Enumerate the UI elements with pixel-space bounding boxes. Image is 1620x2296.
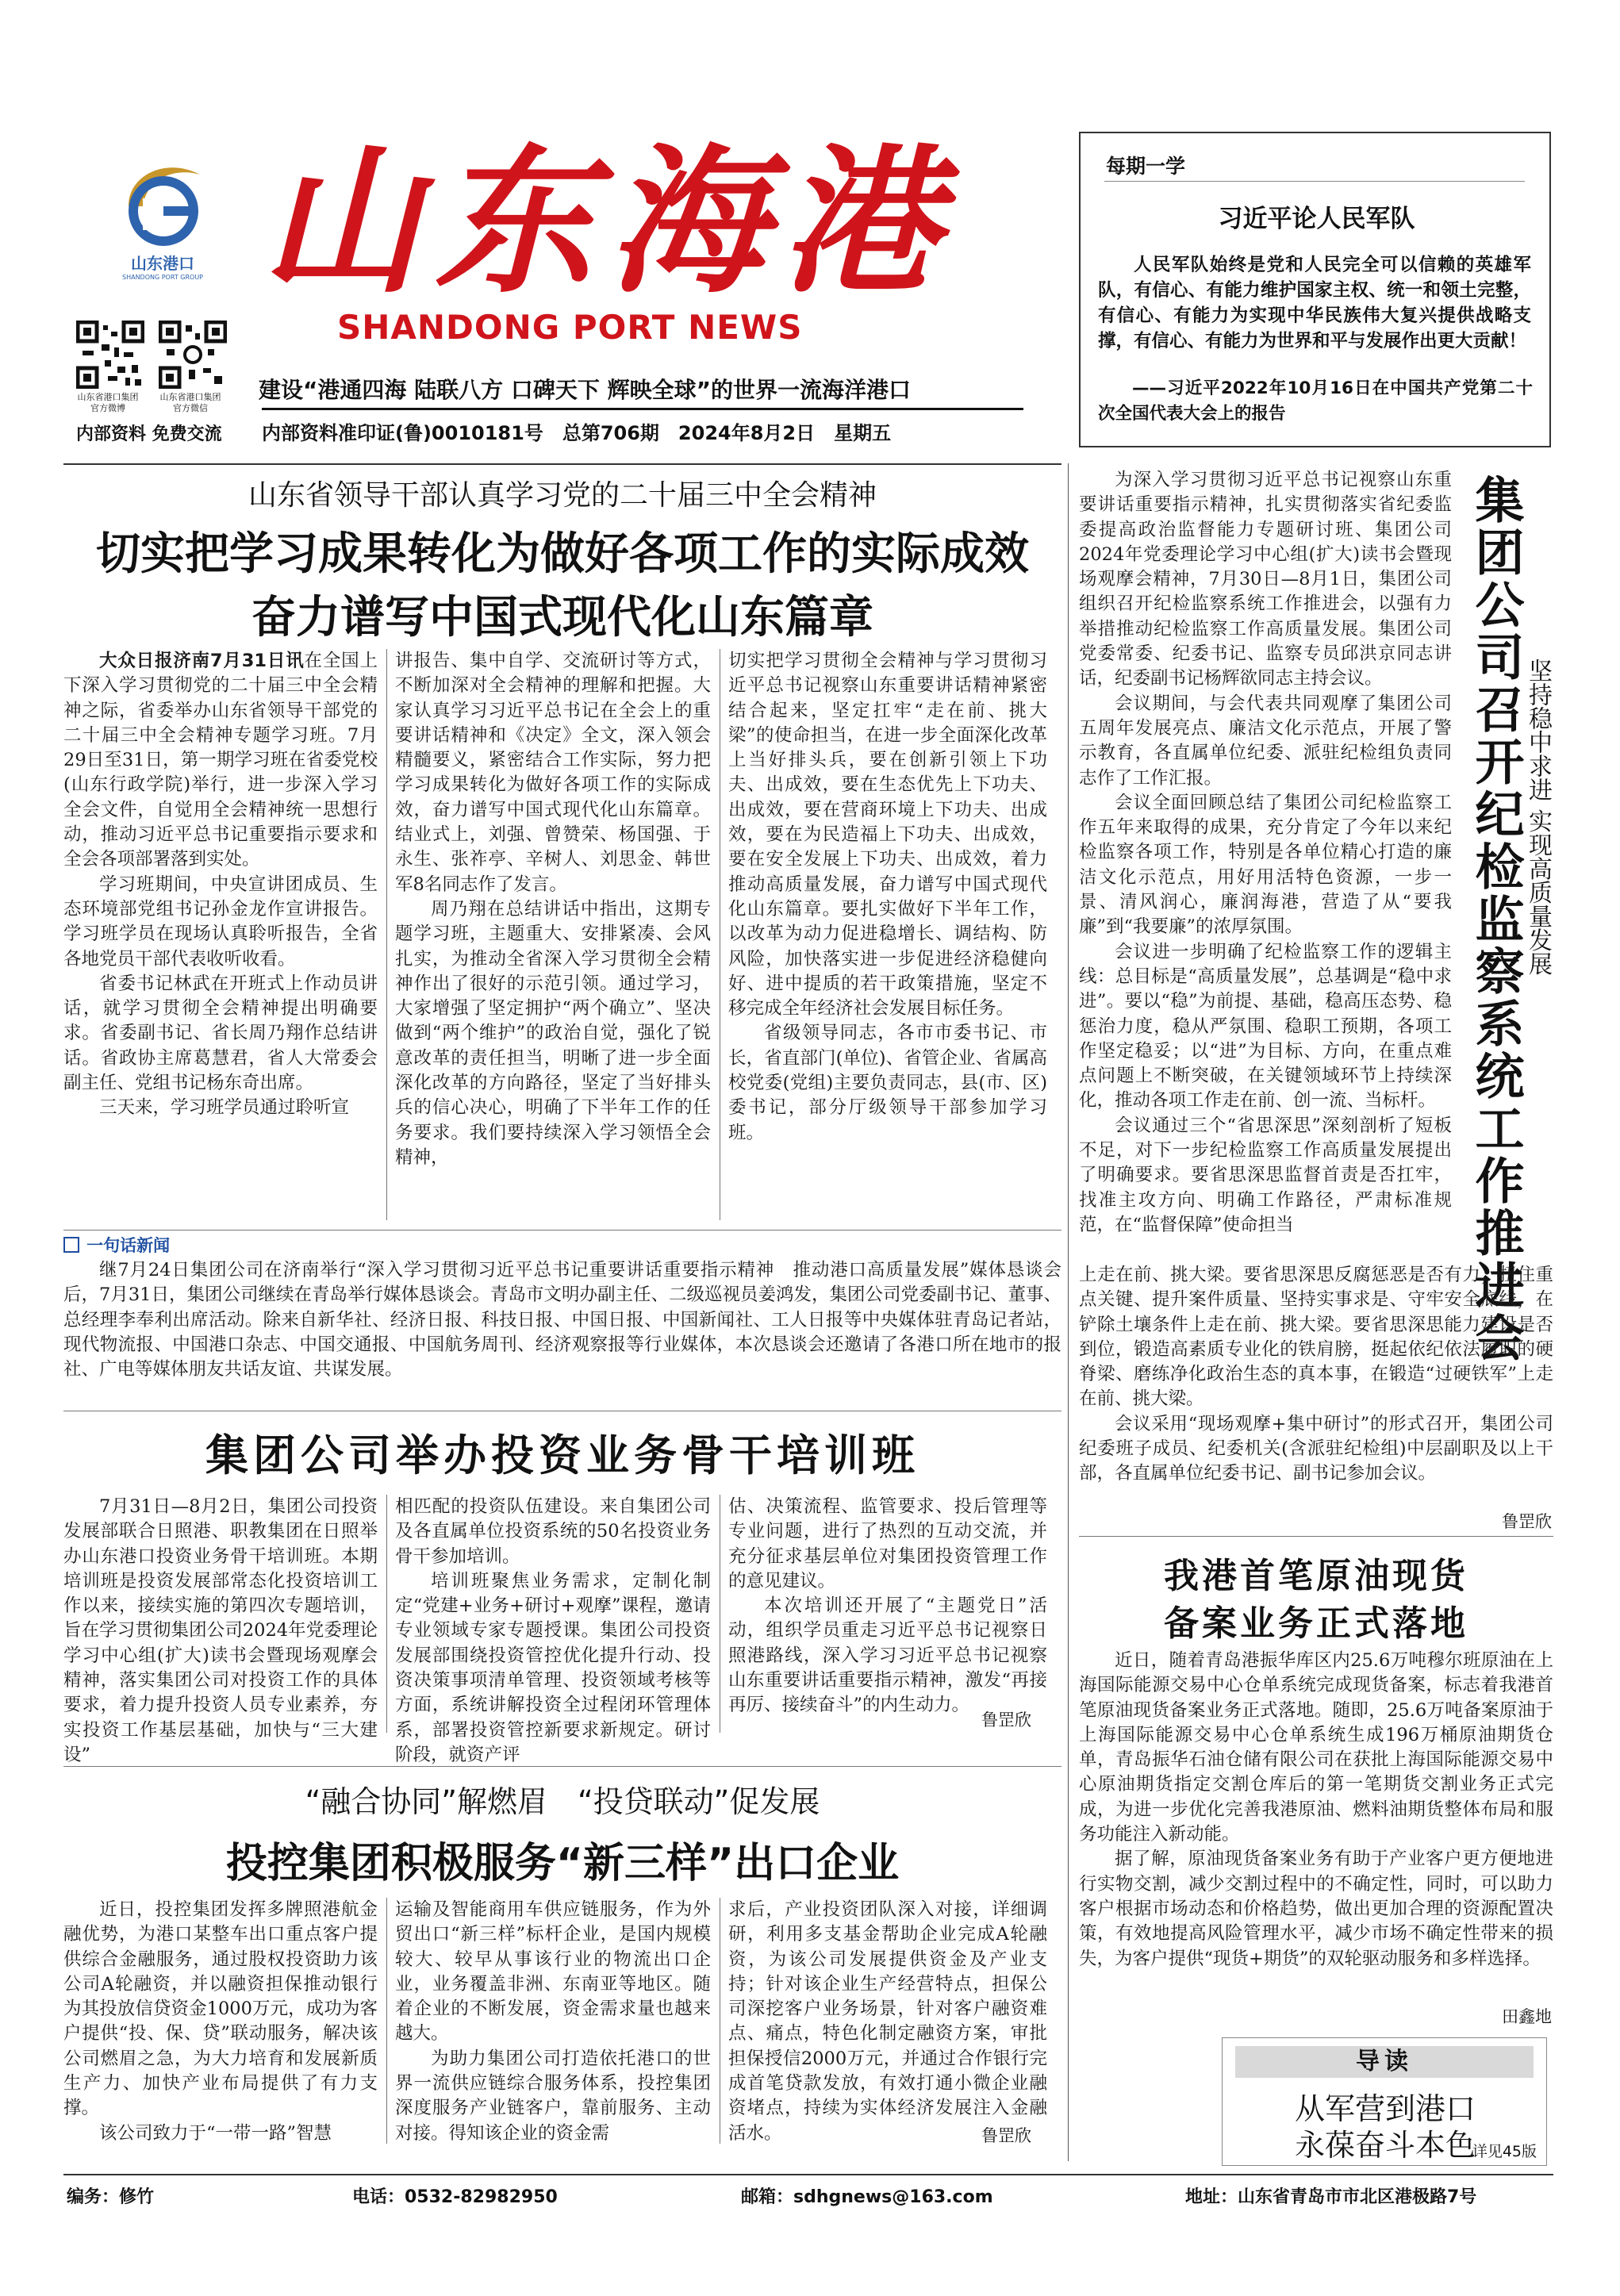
weekly-study-source: ——习近平2022年10月16日在中国共产党第二十次全国代表大会上的报告 <box>1098 378 1533 424</box>
footer-editor: 编务：修竹 <box>67 2187 155 2207</box>
port-logo-icon <box>111 151 214 246</box>
discipline-vertical-subtitle: 坚持稳中求进 实现高质量发展 <box>1524 658 1552 976</box>
guide-label: 导读 <box>1235 2046 1534 2078</box>
weekly-study-label: 每期一学 <box>1106 155 1186 178</box>
crude-headline-1: 我港首笔原油现货 <box>1164 1556 1468 1596</box>
weekly-study-divider <box>1104 181 1525 182</box>
masthead <box>0 0 1055 476</box>
qr-right-label: 山东省港口集团官方微信 <box>159 392 221 413</box>
investment-top-rule <box>63 1766 1061 1767</box>
investment-col-3: 求后，产业投资团队深入对接，详细调研，利用多支基金帮助企业完成A轮融资，为该公司发展提供资金及产业支持；针对该企业生产经营特点，担保公司深挖客户业务场景，针对客户融资难点、痛点，特色化制定融资方案，审批担保授信2000万元，并通过合作银行完成首笔贷款发放，有效打通小微企业融资堵点，持续为实体经济发展注入金融活水。 <box>728 1899 1047 2144</box>
lead-col-1: 大众日报济南7月31日讯在全国上下深入学习贯彻党的二十届三中全会精神之际，省委举办山东省领导干部党的二十届三中全会精神专题学习班。7月29日至31日，第一期学习班在省委党校(山东行政学院)举行，进一步深入学习全会文件，自觉用全会精神统一思想行动，推动习近平总书记重要指示要求和全会各项部署落到实处。 学习班期间，中央宣讲团成员、生态环境部党组书记孙金龙作宣讲报告。学习班学员在现场认真聆听报告，全省各地党员干部代表收听收看。 省委书记林武在开班式上作动员讲话，就学习贯彻全会精神提出明确要求。省委副书记、省长周乃翔作总结讲话。省政协主席葛慧君，省人大常委会副主任、党组书记杨东奇出席。 三天来，学习班学员通过聆听宣 <box>63 651 378 1119</box>
logo-subtext: SHANDONG PORT GROUP <box>122 274 203 281</box>
qr-right <box>159 321 232 414</box>
qr-code-icon <box>159 321 227 389</box>
lead-dateline: 大众日报济南7月31日讯 <box>99 651 305 671</box>
weekly-study-box <box>1079 132 1551 447</box>
col-divider <box>386 1495 387 1733</box>
training-col-2: 相匹配的投资队伍建设。来自集团公司及各直属单位投资系统的50名投资业务骨干参加培训。 培训班聚焦业务需求，定制化制定“党建+业务+研讨+观摩”课程，邀请专业领域专家专题授课。集团公司投资发展部围绕投资管控优化提升行动、投资决策事项清单管理、投资领域考核等方面，系统讲解投资全过程闭环管理体系，部署投资管控新要求新规定。研讨阶段，就资产评 <box>395 1496 711 1765</box>
col-divider <box>386 649 387 1220</box>
investment-col-2: 运输及智能商用车供应链服务，作为外贸出口“新三样”标杆企业，是国内规模较大、较早从事该行业的物流出口企业，业务覆盖非洲、东南亚等地区。随着企业的不断发展，资金需求量也越来越大。 为助力集团公司打造依托港口的世界一流供应链综合服务体系，投控集团深度服务产业链客户，靠前服务、主动对接。得知该企业的资金需 <box>395 1899 711 2144</box>
lead-headline-1: 切实把学习成果转化为做好各项工作的实际成效 <box>96 528 1029 580</box>
weekly-study-title: 习近平论人民军队 <box>1218 205 1415 233</box>
lead-col-3: 切实把学习贯彻全会精神与学习贯彻习近平总书记视察山东重要讲话精神紧密结合起来，坚定扛牢“走在前、挑大梁”的使命担当，在进一步全面深化改革上当好排头兵，要在创新引领上下功夫、出成效，要在生态优先上下功夫、出成效，要在营商环境上下功夫、出成效，要在为民造福上下功夫、出成效，要在安全发展上下功夫、出成效，着力推动高质量发展，奋力谱写中国式现代化山东篇章。要扎实做好下半年工作，以改革为动力促进稳增长、调结构、防风险，加快落实进一步促进经济稳健向好、进中提质的若干政策措施，坚定不移完成全年经济社会发展目标任务。 省级领导同志，各市市委书记、市长，省直部门(单位)、省管企业、省属高校党委(党组)主要负责同志，县(市、区)委书记，部分厅级领导干部参加学习班。 <box>728 651 1047 1143</box>
training-headline: 集团公司举办投资业务骨干培训班 <box>205 1430 919 1480</box>
discipline-byline: 鲁罡欣 <box>1502 1512 1552 1531</box>
col-divider <box>386 1898 387 2144</box>
qr-left <box>76 321 149 414</box>
crude-byline: 田鑫地 <box>1502 2007 1552 2026</box>
internal-note: 内部资料 免费交流 <box>76 424 222 444</box>
investment-kicker: “融合协同”解燃眉 “投贷联动”促发展 <box>305 1784 820 1819</box>
qr-left-label: 山东省港口集团官方微博 <box>77 392 139 413</box>
one-line-news-label-wrap <box>63 1233 170 1257</box>
one-line-news-label: 一句话新闻 <box>86 1236 171 1255</box>
lead-col-2: 讲报告、集中自学、交流研讨等方式，不断加深对全会精神的理解和把握。大家认真学习习近平总书记在全会上的重要讲话精神和《决定》全文，深入领会精髓要义，紧密结合工作实际，努力把学习成果转化为做好各项工作的实际成效，奋力谱写中国式现代化山东篇章。结业式上，刘强、曾赞荣、杨国强、于永生、张祚亭、辛树人、刘思金、韩世军8名同志作了发言。 周乃翔在总结讲话中指出，这期专题学习班，主题重大、安排紧凑、会风扎实，为推动全省深入学习贯彻全会精神作出了很好的示范引领。通过学习，大家增强了坚定拥护“两个确立”、坚决做到“两个维护”的政治自觉，强化了锐意改革的责任担当，明晰了进一步全面深化改革的方向路径，坚定了当好排头兵的信心决心，明确了下半年工作的任务要求。我们要持续深入学习领悟全会精神， <box>395 651 711 1168</box>
crude-top-rule <box>1079 1536 1553 1537</box>
weekly-study-body: 人民军队始终是党和人民完全可以信赖的英雄军队，有信心、有能力维护国家主权、统一和领土完整，有信心、有能力为实现中华民族伟大复兴提供战略支撑，有信心、有能力为世界和平与发展作出更大贡献！ <box>1098 255 1531 351</box>
one-line-rule <box>63 1230 1061 1231</box>
discipline-vertical-headline: 集团公司召开纪检监察系统工作推进会 <box>1467 474 1525 1365</box>
slogan: 建设“港通四海 陆联八方 口碑天下 辉映全球”的世界一流海洋港口 <box>259 377 912 403</box>
one-line-news-body: 继7月24日集团公司在济南举行“深入学习贯彻习近平总书记重要讲话重要指示精神 推动港口高质量发展”媒体恳谈会后，7月31日，集团公司继续在青岛举行媒体恳谈会。青岛市文明办副主任、二级巡视员姜鸿发，集团公司党委副书记、董事、总经理李奉利出席活动。除来自新华社、经济日报、科技日报、中国日报、中国新闻社、工人日报等中央媒体驻青岛记者站，现代物流报、中国港口杂志、中国交通报、中国航务周刊、经济观察报等行业媒体，本次恳谈会还邀请了各港口所在地市的报社、广电等媒体朋友共话友谊、共谋发展。 <box>63 1260 1062 1380</box>
investment-col-1: 近日，投控集团发挥多牌照港航金融优势，为港口某整车出口重点客户提供综合金融服务，通过股权投资助力该公司A轮融资，并以融资担保推动银行为其投放信贷资金1000万元，成功为客户提供“投、保、贷”联动服务，解决该公司燃眉之急，为大力培育和发展新质生产力、加快产业布局提供了有力支撑。 该公司致力于“一带一路”智慧 <box>63 1899 378 2144</box>
guide-line-1: 从军营到港口 <box>1294 2091 1476 2126</box>
training-byline: 鲁罡欣 <box>981 1710 1031 1730</box>
footer-email: 邮箱：sdhgnews@163.com <box>741 2187 993 2207</box>
calligraphy-title: 山东海港 <box>262 129 954 315</box>
training-col-3: 估、决策流程、监管要求、投后管理等专业问题，进行了热烈的互动交流，并充分征求基层单位对集团投资管理工作的意见建议。 本次培训还开展了“主题党日”活动，组织学员重走习近平总书记视察日照港路线，深入学习习近平总书记视察山东重要讲话重要指示精神，激发“再接再厉、接续奋斗”的内生动力。 <box>728 1496 1047 1716</box>
investment-byline: 鲁罡欣 <box>981 2126 1031 2145</box>
crude-body: 近日，随着青岛港振华库区内25.6万吨穆尔班原油在上海国际能源交易中心仓单系统完成现货备案，标志着我港首笔原油现货备案业务正式落地。随即，25.6万吨备案原油于上海国际能源交易中心仓单系统生成196万桶原油期货仓单，青岛振华石油仓储有限公司在获批上海国际能源交易中心原油期货指定交割仓库后的第一笔期货交割业务正式完成，为进一步优化完善我港原油、燃料油期货整体布局和服务功能注入新动能。 据了解，原油现货备案业务有助于产业客户更方便地进行实物交割，减少交割过程中的不确定性，同时，可以助力客户根据市场动态和价格趋势，做出更加合理的资源配置决策，有效地提高风险管理水平，减少市场不确定性带来的损失，为客户提供“现货+期货”的双轮驱动服务和多样选择。 <box>1079 1650 1553 1969</box>
discipline-lower-body: 上走在前、挑大梁。要省思深思反腐惩恶是否有力，扭住重点关键、提升案件质量、坚持实事求是、守牢安全底线，在铲除土壤条件上走在前、挑大梁。要省思深思能力建设是否到位，锻造高素质专业化的铁肩膀，挺起依纪依法履职的硬脊梁、磨练净化政治生态的真本事，在锻造“过硬铁军”上走在前、挑大梁。 会议采用“现场观摩+集中研讨”的形式召开，集团公司纪委班子成员、纪委机关(含派驻纪检组)中层副职及以上干部，各直属单位纪委书记、副书记参加会议。 <box>1079 1265 1553 1484</box>
footer-rule <box>63 2174 1553 2175</box>
right-column-divider <box>1068 463 1069 2161</box>
footer-address: 地址：山东省青岛市市北区港极路7号 <box>1185 2187 1477 2207</box>
lead-top-rule <box>63 463 1061 465</box>
guide-line-2: 永葆奋斗本色 <box>1294 2128 1476 2163</box>
crude-headline-2: 备案业务正式落地 <box>1164 1603 1468 1644</box>
lead-kicker: 山东省领导干部认真学习党的二十届三中全会精神 <box>248 479 877 512</box>
investment-headline: 投控集团积极服务“新三样”出口企业 <box>225 1840 900 1887</box>
masthead-divider <box>262 408 1023 410</box>
shandong-port-logo <box>111 151 214 281</box>
english-title: SHANDONG PORT NEWS <box>337 308 803 347</box>
issue-info: 内部资料准印证(鲁)0010181号 总第706期 2024年8月2日 星期五 <box>262 422 892 444</box>
discipline-upper-body: 为深入学习贯彻习近平总书记视察山东重要讲话重要指示精神，扎实贯彻落实省纪委监委提高政治监督能力专题研讨班、集团公司2024年党委理论学习中心组(扩大)读书会暨现场观摩会精神，7月30日—8月1日，集团公司组织召开纪检监察系统工作推进会，以强有力举措推动纪检监察工作高质量发展。集团公司党委常委、纪委书记、监察专员邱洪京同志讲话，纪委副书记杨辉欲同志主持会议。 会议期间，与会代表共同观摩了集团公司五周年发展亮点、廉洁文化示范点，开展了警示教育，各直属单位纪委、派驻纪检组负责同志作了工作汇报。 会议全面回顾总结了集团公司纪检监察工作五年来取得的成果，充分肯定了今年以来纪检监察各项工作，特别是各单位精心打造的廉洁文化示范点，用好用活特色资源，一步一景、清风润心，廉润海港，营造了从“要我廉”到“我要廉”的浓厚氛围。 会议进一步明确了纪检监察工作的逻辑主线：总目标是“高质量发展”，总基调是“稳中求进”。要以“稳”为前提、基础，稳高压态势、稳惩治力度，稳从严氛围、稳职工预期，各项工作坚定稳妥；以“进”为目标、方向，在重点难点问题上不断突破，在关键领域环节上持续深化，推动各项工作走在前、创一流、当标杆。 会议通过三个“省思深思”深刻剖析了短板不足，对下一步纪检监察工作高质量发展提出了明确要求。要省思深思监督首责是否扛牢，找准主攻方向、明确工作路径，严肃标准规范，在“监督保障”使命担当 <box>1079 470 1452 1235</box>
qr-code-icon <box>76 321 144 389</box>
guide-box <box>1222 2037 1547 2166</box>
training-col-1: 7月31日—8月2日，集团公司投资发展部联合日照港、职教集团在日照举办山东港口投资业务骨干培训班。本期培训班是投资发展部常态化投资培训工作以来，接续实施的第四次专题培训，旨在学习贯彻集团公司2024年党委理论学习中心组(扩大)读书会暨现场观摩会精神，落实集团公司对投资工作的具体要求，着力提升投资人员专业素养，夯实投资工作基层基础，加快与“三大建设” <box>63 1496 378 1765</box>
guide-see: 详见45版 <box>1472 2143 1537 2160</box>
logo-text: 山东港口 <box>131 254 194 273</box>
lead-headline-2: 奋力谱写中国式现代化山东篇章 <box>251 592 873 643</box>
footer-phone: 电话：0532-82982950 <box>352 2187 558 2207</box>
news-box-icon <box>63 1237 79 1253</box>
